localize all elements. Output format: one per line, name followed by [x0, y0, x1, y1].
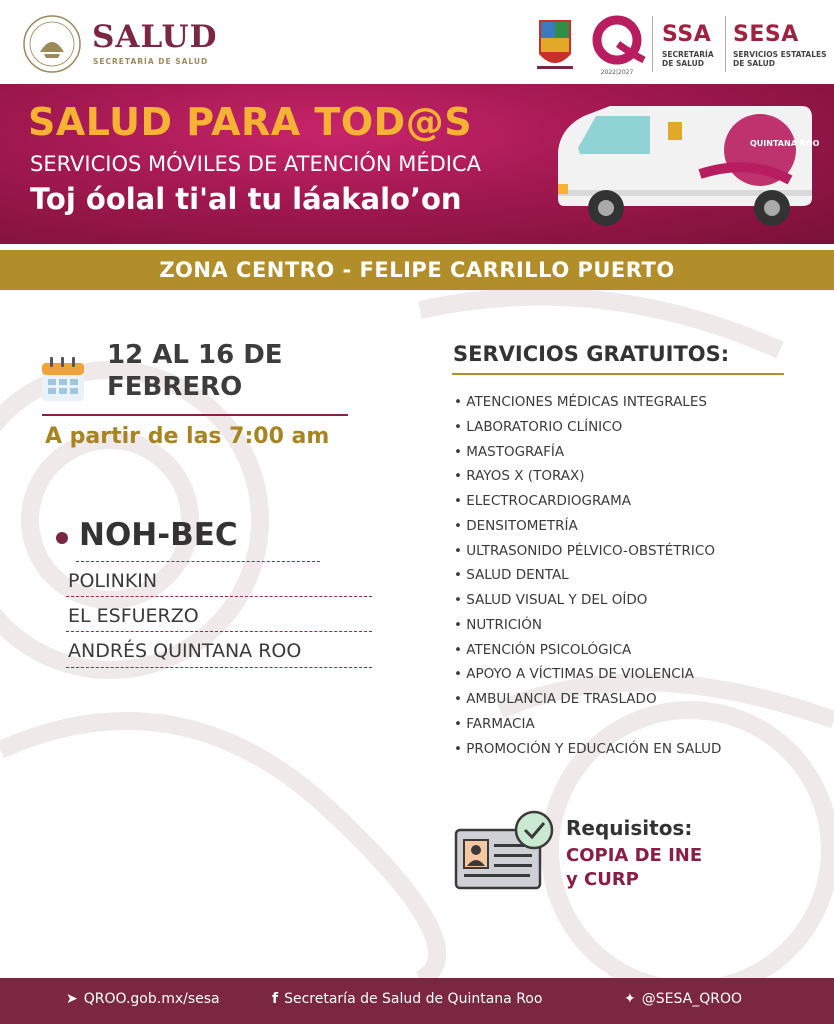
header-divider: [652, 16, 653, 72]
service-item: • SALUD VISUAL Y DEL OÍDO: [454, 592, 648, 608]
facebook-icon: f: [272, 991, 279, 1007]
service-item: • NUTRICIÓN: [454, 616, 542, 633]
header: [0, 0, 834, 84]
ssa-subtitle-2: DE SALUD: [662, 59, 704, 68]
requirement-ine: COPIA DE INE: [566, 845, 703, 866]
service-item: • AMBULANCIA DE TRASLADO: [454, 691, 657, 707]
header-divider: [725, 16, 726, 72]
service-item: • ATENCIÓN PSICOLÓGICA: [454, 641, 632, 658]
ssa-title: SSA: [662, 22, 712, 47]
service-item: • RAYOS X (TORAX): [454, 468, 585, 485]
sesa-subtitle-1: SERVICIOS ESTATALES: [733, 50, 827, 59]
sesa-title: SESA: [733, 22, 799, 47]
footer-website[interactable]: [66, 991, 220, 1007]
place-divider: [66, 596, 372, 597]
service-item: • PROMOCIÓN Y EDUCACIÓN EN SALUD: [454, 740, 722, 757]
banner-maya-slogan: Toj óolal ti'al tu láakalo’on: [30, 182, 462, 216]
place-item: POLINKIN: [68, 570, 158, 592]
services-divider: [452, 373, 784, 375]
date-line-1: 12 AL 16 DE: [107, 340, 283, 370]
requirement-curp: y CURP: [566, 869, 639, 890]
main-place: NOH-BEC: [79, 517, 238, 553]
twitter-icon: ✦: [624, 991, 636, 1007]
service-item: • MASTOGRAFÍA: [454, 443, 565, 460]
services-title: SERVICIOS GRATUITOS:: [453, 342, 730, 366]
banner-title: SALUD PARA TOD@S: [28, 100, 473, 144]
hero-banner: [0, 84, 834, 244]
calendar-icon: [40, 355, 86, 403]
footer: [0, 978, 834, 1024]
service-item: • DENSITOMETRÍA: [454, 517, 578, 534]
zone-label: ZONA CENTRO - FELIPE CARRILLO PUERTO: [159, 258, 675, 282]
mexico-seal-icon: [22, 14, 82, 74]
date-line-2: FEBRERO: [107, 372, 243, 402]
footer-facebook-text: Secretaría de Salud de Quintana Roo: [284, 991, 543, 1007]
place-divider: [76, 561, 320, 562]
place-divider: [66, 667, 372, 668]
service-item: • APOYO A VÍCTIMAS DE VIOLENCIA: [454, 666, 694, 683]
start-time: A partir de las 7:00 am: [45, 424, 330, 449]
svg-text:2022|2027: 2022|2027: [600, 69, 634, 76]
services-list: [454, 392, 814, 763]
svg-text:QUINTANA ROO: QUINTANA ROO: [750, 139, 820, 148]
place-divider: [66, 631, 372, 632]
quintana-roo-q-logo-icon: [588, 14, 646, 76]
zone-bar: [0, 250, 834, 290]
service-item: • SALUD DENTAL: [454, 567, 569, 584]
salud-subtitle: SECRETARÍA DE SALUD: [93, 57, 209, 66]
id-card-check-icon: [454, 810, 554, 892]
service-item: • ULTRASONIDO PÉLVICO-OBSTÉTRICO: [454, 542, 715, 559]
banner-subtitle: SERVICIOS MÓVILES DE ATENCIÓN MÉDICA: [30, 152, 482, 176]
place-item: ANDRÉS QUINTANA ROO: [68, 640, 302, 662]
service-item: • FARMACIA: [454, 715, 535, 732]
cursor-icon: ➤: [66, 991, 78, 1007]
footer-twitter[interactable]: [624, 991, 742, 1007]
place-bullet: [56, 532, 68, 544]
requirements-title: Requisitos:: [566, 816, 693, 840]
footer-twitter-text: @SESA_QROO: [641, 991, 742, 1007]
service-item: • LABORATORIO CLÍNICO: [454, 418, 623, 435]
ssa-subtitle-1: SECRETARÍA: [662, 50, 714, 59]
sesa-subtitle-2: DE SALUD: [733, 59, 775, 68]
footer-website-text: QROO.gob.mx/sesa: [83, 991, 220, 1007]
date-divider: [42, 414, 348, 416]
footer-facebook[interactable]: [272, 991, 542, 1007]
mobile-clinic-van-icon: [550, 98, 820, 228]
service-item: • ELECTROCARDIOGRAMA: [454, 493, 631, 509]
quintana-roo-shield-icon: [535, 16, 575, 74]
service-item: • ATENCIONES MÉDICAS INTEGRALES: [454, 394, 707, 410]
salud-wordmark: SALUD: [92, 19, 218, 55]
place-item: EL ESFUERZO: [68, 605, 199, 627]
